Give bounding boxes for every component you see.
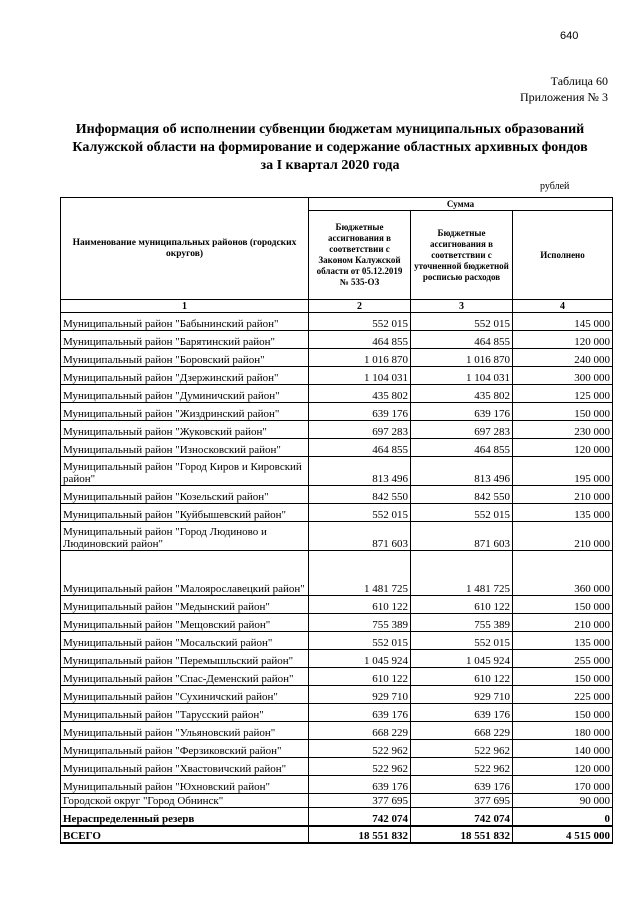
table-row [61,758,613,776]
revised-allocation: 522 962 [411,740,513,758]
executed-amount: 120 000 [513,331,613,349]
reserve-revised-allocation: 742 074 [411,808,513,827]
table-row [61,650,613,668]
table-row [61,331,613,349]
executed-amount: 150 000 [513,596,613,614]
revised-allocation: 639 176 [411,403,513,421]
table-ref-line1: Таблица 60 [550,74,608,88]
total-label: ВСЕГО [61,826,309,843]
district-name: Муниципальный район "Перемышльский район" [61,650,309,668]
law-allocation: 639 176 [309,704,411,722]
executed-amount: 135 000 [513,504,613,522]
revised-allocation: 639 176 [411,776,513,794]
table-row [61,403,613,421]
district-name: Муниципальный район "Медынский район" [61,596,309,614]
table-row [61,740,613,758]
table-row [61,522,613,551]
executed-amount: 150 000 [513,403,613,421]
executed-amount: 225 000 [513,686,613,704]
col-number-2: 2 [309,300,411,313]
district-name: Муниципальный район "Бабынинский район" [61,313,309,331]
revised-allocation: 464 855 [411,331,513,349]
executed-amount: 210 000 [513,486,613,504]
revised-allocation: 1 481 725 [411,551,513,596]
district-name: Муниципальный район "Куйбышевский район" [61,504,309,522]
district-name: Муниципальный район "Ульяновский район" [61,722,309,740]
revised-allocation: 755 389 [411,614,513,632]
district-name: Муниципальный район "Жуковский район" [61,421,309,439]
law-allocation: 668 229 [309,722,411,740]
total-executed-amount: 4 515 000 [513,826,613,843]
table-row [61,794,613,808]
header-name: Наименование муниципальных районов (городских округов) [61,198,309,300]
law-allocation: 522 962 [309,740,411,758]
district-name: Муниципальный район "Сухиничский район" [61,686,309,704]
executed-amount: 180 000 [513,722,613,740]
law-allocation: 1 016 870 [309,349,411,367]
executed-amount: 135 000 [513,632,613,650]
table-row [61,776,613,794]
law-allocation: 610 122 [309,668,411,686]
executed-amount: 210 000 [513,614,613,632]
executed-amount: 120 000 [513,439,613,457]
law-allocation: 464 855 [309,439,411,457]
revised-allocation: 871 603 [411,522,513,551]
district-name: Муниципальный район "Город Людиново и Людиновский район" [61,522,309,551]
law-allocation: 697 283 [309,421,411,439]
title-line2: Калужской области на формирование и содержание областных архивных фондов [72,140,588,155]
table-row [61,504,613,522]
district-name: Муниципальный район "Жиздринский район" [61,403,309,421]
law-allocation: 639 176 [309,403,411,421]
revised-allocation: 929 710 [411,686,513,704]
district-name: Муниципальный район "Козельский район" [61,486,309,504]
table-row [61,722,613,740]
table-row [61,486,613,504]
district-name: Муниципальный район "Малоярославецкий район" [61,551,309,596]
revised-allocation: 697 283 [411,421,513,439]
revised-allocation: 522 962 [411,758,513,776]
law-allocation: 842 550 [309,486,411,504]
reserve-law-allocation: 742 074 [309,808,411,827]
revised-allocation: 1 016 870 [411,349,513,367]
table-row [61,704,613,722]
title-line3: за I квартал 2020 года [260,158,400,173]
district-name: Муниципальный район "Ферзиковский район" [61,740,309,758]
executed-amount: 125 000 [513,385,613,403]
law-allocation: 871 603 [309,522,411,551]
district-name: Муниципальный район "Юхновский район" [61,776,309,794]
table-row [61,313,613,331]
district-name: Городской округ "Город Обнинск" [61,794,309,808]
district-name: Муниципальный район "Боровский район" [61,349,309,367]
header-sum: Сумма [309,198,613,211]
law-allocation: 377 695 [309,794,411,808]
total-law-allocation: 18 551 832 [309,826,411,843]
district-name: Муниципальный район "Мещовский район" [61,614,309,632]
executed-amount: 230 000 [513,421,613,439]
district-name: Муниципальный район "Дзержинский район" [61,367,309,385]
law-allocation: 1 481 725 [309,551,411,596]
col-number-3: 3 [411,300,513,313]
reserve-label: Нераспределенный резерв [61,808,309,827]
executed-amount: 150 000 [513,668,613,686]
table-row [61,349,613,367]
executed-amount: 150 000 [513,704,613,722]
table-row [61,367,613,385]
revised-allocation: 377 695 [411,794,513,808]
law-allocation: 639 176 [309,776,411,794]
executed-amount: 210 000 [513,522,613,551]
revised-allocation: 668 229 [411,722,513,740]
executed-amount: 140 000 [513,740,613,758]
revised-allocation: 639 176 [411,704,513,722]
table-row [61,596,613,614]
table-row [61,421,613,439]
revised-allocation: 552 015 [411,504,513,522]
executed-amount: 90 000 [513,794,613,808]
district-name: Муниципальный район "Износковский район" [61,439,309,457]
page-number: 640 [560,30,579,42]
table-row [61,614,613,632]
table-row [61,385,613,403]
table-row [61,686,613,704]
district-name: Муниципальный район "Думиничский район" [61,385,309,403]
table-row [61,632,613,650]
subvention-table [60,197,613,844]
header-col3: Бюджетные ассигнования в соответствии с уточненной бюджетной росписью расходов [411,211,513,300]
district-name: Муниципальный район "Хвастовичский район" [61,758,309,776]
law-allocation: 552 015 [309,632,411,650]
reserve-row [61,808,613,827]
reserve-executed-amount: 0 [513,808,613,827]
table-row [61,551,613,596]
law-allocation: 464 855 [309,331,411,349]
title-line1: Информация об исполнении субвенции бюджетам муниципальных образований [75,122,585,137]
revised-allocation: 813 496 [411,457,513,486]
total-row [61,826,613,843]
executed-amount: 120 000 [513,758,613,776]
executed-amount: 300 000 [513,367,613,385]
document-title [40,121,620,175]
law-allocation: 1 045 924 [309,650,411,668]
law-allocation: 552 015 [309,504,411,522]
revised-allocation: 842 550 [411,486,513,504]
revised-allocation: 552 015 [411,313,513,331]
law-allocation: 552 015 [309,313,411,331]
law-allocation: 929 710 [309,686,411,704]
revised-allocation: 464 855 [411,439,513,457]
district-name: Муниципальный район "Мосальский район" [61,632,309,650]
executed-amount: 255 000 [513,650,613,668]
law-allocation: 610 122 [309,596,411,614]
revised-allocation: 1 104 031 [411,367,513,385]
col-number-1: 1 [61,300,309,313]
district-name: Муниципальный район "Барятинский район" [61,331,309,349]
table-row [61,668,613,686]
executed-amount: 240 000 [513,349,613,367]
unit-label: рублей [540,181,570,192]
table-ref-line2: Приложения № 3 [519,90,608,104]
table-row [61,439,613,457]
table-reference [470,73,608,105]
table-row [61,457,613,486]
revised-allocation: 610 122 [411,668,513,686]
district-name: Муниципальный район "Тарусский район" [61,704,309,722]
law-allocation: 522 962 [309,758,411,776]
total-revised-allocation: 18 551 832 [411,826,513,843]
executed-amount: 360 000 [513,551,613,596]
header-col2: Бюджетные ассигнования в соответствии с Законом Калужской области от 05.12.2019 № 535-ОЗ [309,211,411,300]
executed-amount: 195 000 [513,457,613,486]
revised-allocation: 1 045 924 [411,650,513,668]
law-allocation: 755 389 [309,614,411,632]
law-allocation: 813 496 [309,457,411,486]
district-name: Муниципальный район "Спас-Деменский район" [61,668,309,686]
district-name: Муниципальный район "Город Киров и Кировский район" [61,457,309,486]
revised-allocation: 435 802 [411,385,513,403]
executed-amount: 145 000 [513,313,613,331]
law-allocation: 1 104 031 [309,367,411,385]
revised-allocation: 552 015 [411,632,513,650]
revised-allocation: 610 122 [411,596,513,614]
header-col4: Исполнено [513,211,613,300]
col-number-4: 4 [513,300,613,313]
executed-amount: 170 000 [513,776,613,794]
law-allocation: 435 802 [309,385,411,403]
